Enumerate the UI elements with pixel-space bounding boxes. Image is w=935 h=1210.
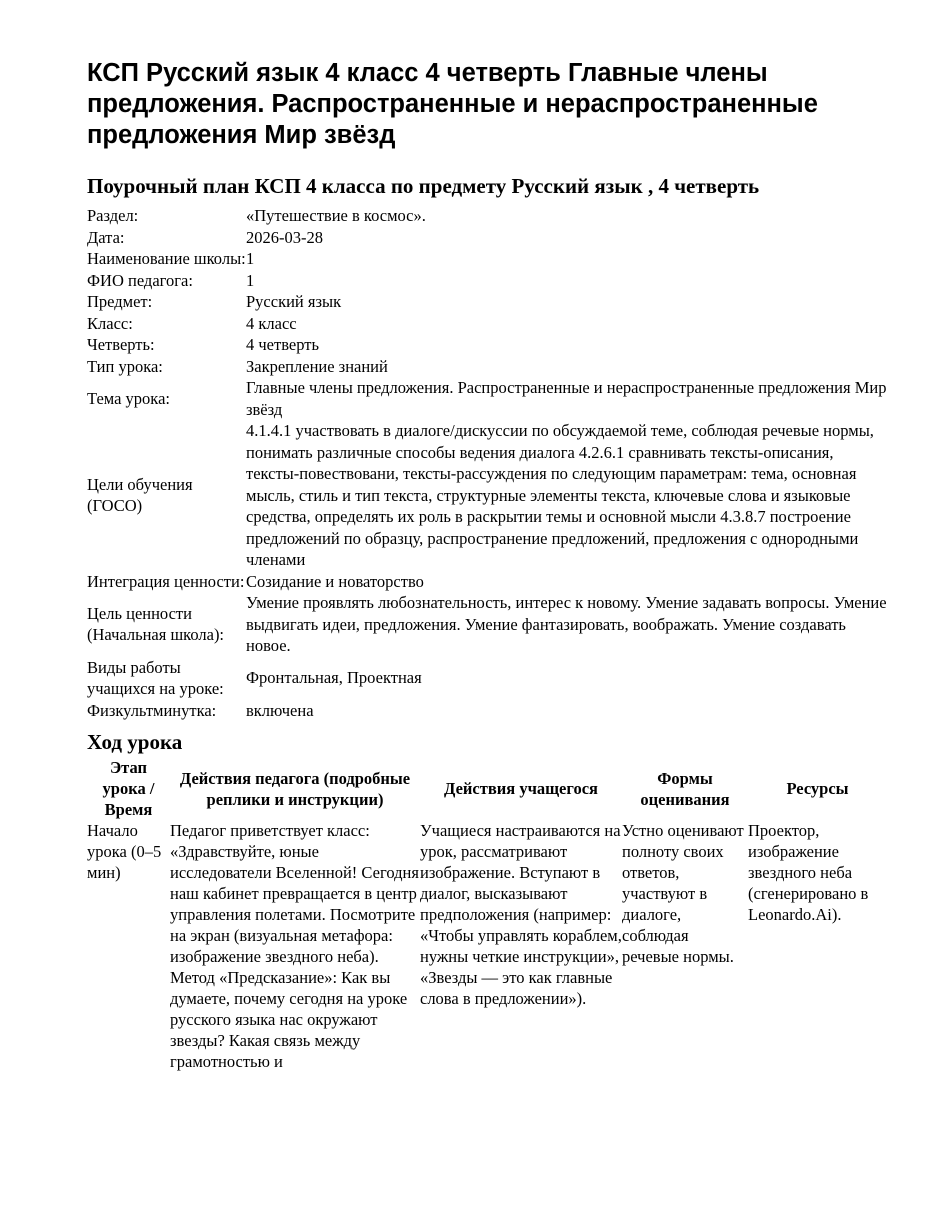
meta-key: Предмет:: [87, 292, 153, 311]
header-resources: Ресурсы: [786, 779, 849, 798]
meta-row: [87, 270, 887, 292]
meta-value: «Путешествие в космос».: [246, 206, 426, 225]
meta-key: Тема урока:: [87, 388, 170, 408]
cell-stage: Начало урока (0–5 мин): [87, 821, 162, 882]
meta-key: Дата:: [87, 227, 125, 247]
meta-row: [87, 420, 887, 571]
meta-value: Созидание и новаторство: [246, 571, 424, 591]
meta-row: [87, 700, 887, 722]
meta-value: 4 класс: [246, 313, 297, 333]
meta-key: Виды работы учащихся на уроке:: [87, 657, 224, 698]
cell-resources: Проектор, изображение звездного неба (сгенерировано в Leonardo.Ai).: [748, 821, 869, 924]
meta-key: Раздел:: [87, 206, 139, 225]
header-assessment: Формы оценивания: [640, 768, 730, 809]
meta-value: Русский язык: [246, 292, 342, 311]
meta-key: Наименование школы:: [87, 249, 246, 268]
meta-row: [87, 592, 887, 657]
table-row: [87, 820, 887, 1072]
meta-row: [87, 334, 887, 356]
meta-key: Класс:: [87, 313, 133, 333]
meta-value: Умение проявлять любознательность, интерес к новому. Умение задавать вопросы. Умение выдвигать идеи, предложения. Умение фантазировать, воображать. Умение создавать новое.: [246, 593, 887, 655]
document-title: КСП Русский язык 4 класс 4 четверть Главные члены предложения. Распространенные и нераспространенные предложения Мир звёзд: [87, 59, 818, 149]
header-stage: Этап урока / Время: [102, 758, 155, 819]
meta-value: 1: [246, 270, 255, 290]
meta-key: Тип урока:: [87, 356, 163, 376]
lesson-meta-table: [87, 205, 887, 721]
meta-key: ФИО педагога:: [87, 270, 193, 290]
meta-key: Физкультминутка:: [87, 700, 217, 720]
meta-value: Закрепление знаний: [246, 356, 388, 376]
meta-key: Интеграция ценности:: [87, 571, 245, 591]
meta-row: [87, 313, 887, 335]
meta-value: Фронтальная, Проектная: [246, 668, 422, 688]
cell-teacher: Педагог приветствует класс: «Здравствуйте, юные исследователи Вселенной! Сегодня наш кабинет превращается в центр управления полетами. Посмотрите на экран (визуальная метафора: изображение звездного неба). Метод «Предсказание»: Как вы думаете, почему сегодня на уроке русского языка нас окружают звезды? Какая связь между грамотностью и: [170, 821, 419, 1071]
meta-row: [87, 657, 887, 700]
meta-row: [87, 248, 887, 270]
header-students: Действия учащегося: [444, 779, 598, 798]
cell-students: Учащиеся настраиваются на урок, рассматривают изображение. Вступают в диалог, высказывают предположения (например: «Чтобы управлять кораблем, нужны четкие инструкции», «Звезды — это как главные слова в предложении»).: [420, 821, 622, 1008]
meta-key: Цели обучения (ГОСО): [87, 474, 193, 516]
meta-value: Главные члены предложения. Распространенные и нераспространенные предложения Мир звёзд: [246, 378, 887, 419]
meta-row: [87, 227, 887, 249]
meta-key: Четверть:: [87, 335, 155, 354]
table-header-row: [87, 757, 887, 820]
lesson-section-title: Ход урока: [87, 730, 183, 754]
meta-value: 4.1.4.1 участвовать в диалоге/дискуссии по обсуждаемой теме, соблюдая речевые нормы, понимать различные способы ведения диалога 4.2.6.1 сравнивать тексты-описания, тексты-повествовани, тексты-рассуждения по следующим параметрам: тема, основная мысль, стиль и тип текста, структурные элементы текста, ключевые слова и языковые средства, определять их роль в раскрытии темы и основной мысли 4.3.8.7 построение предложений по образцу, распространение предложений, предложения с однородными членами: [246, 421, 874, 569]
meta-value: включена: [246, 700, 314, 720]
meta-row: [87, 205, 887, 227]
meta-value: 2026-03-28: [246, 227, 323, 247]
meta-row: [87, 377, 887, 420]
meta-row: [87, 356, 887, 378]
header-teacher: Действия педагога (подробные реплики и инструкции): [179, 768, 411, 809]
meta-value: 4 четверть: [246, 335, 319, 354]
meta-key: Цель ценности (Начальная школа):: [87, 603, 225, 645]
cell-assessment: Устно оценивают полноту своих ответов, участвуют в диалоге, соблюдая речевые нормы.: [622, 821, 744, 966]
meta-row: [87, 291, 887, 313]
lesson-progress-table: [87, 757, 887, 1072]
plan-title: Поурочный план КСП 4 класса по предмету Русский язык , 4 четверть: [87, 174, 760, 198]
meta-value: 1: [246, 249, 255, 268]
meta-row: [87, 571, 887, 593]
